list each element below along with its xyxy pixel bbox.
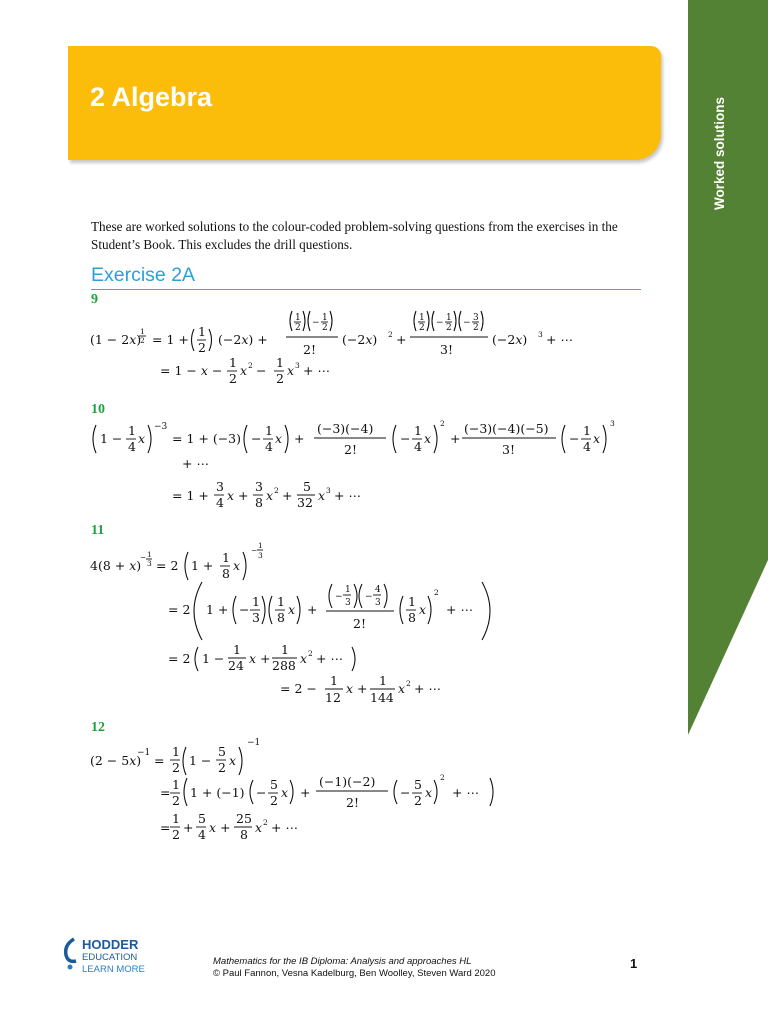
svg-text:= 1 +: = 1 + — [172, 488, 209, 503]
svg-text:1: 1 — [140, 327, 145, 336]
svg-text:2: 2 — [218, 760, 226, 775]
logo-line-1: HODDER — [82, 937, 139, 952]
svg-text:−: − — [140, 553, 147, 562]
logo-line-2: EDUCATION — [82, 952, 138, 963]
question-number: 10 — [91, 402, 105, 417]
svg-text:x: x — [255, 820, 263, 835]
svg-text:2: 2 — [440, 419, 445, 428]
svg-text:x: x — [266, 488, 274, 503]
svg-text:1: 1 — [295, 313, 301, 323]
svg-text:x: x — [240, 363, 248, 378]
svg-text:+ ⋯: + ⋯ — [316, 651, 343, 666]
svg-text:= 2: = 2 — [168, 602, 191, 617]
svg-text:x: x — [398, 681, 406, 696]
svg-text:12: 12 — [325, 690, 341, 705]
svg-text:= 2: = 2 — [156, 558, 179, 573]
svg-text:+ ⋯: + ⋯ — [546, 332, 573, 347]
svg-text:−3: −3 — [154, 422, 168, 432]
svg-text:2: 2 — [322, 323, 328, 333]
svg-text:3: 3 — [345, 598, 351, 608]
svg-text:−: − — [335, 592, 343, 602]
svg-text:5: 5 — [414, 777, 422, 792]
svg-text:1 −: 1 − — [100, 431, 123, 446]
svg-text:= 2 −: = 2 − — [280, 681, 317, 696]
svg-text:1: 1 — [446, 313, 452, 323]
svg-text:1: 1 — [281, 642, 289, 657]
chapter-title-banner — [68, 46, 661, 160]
svg-text:2: 2 — [172, 793, 180, 808]
svg-text:4: 4 — [375, 585, 381, 595]
svg-text:= 1 + (−3): = 1 + (−3) — [172, 431, 242, 446]
svg-text:x: x — [318, 488, 326, 503]
svg-text:+ ⋯: + ⋯ — [334, 488, 361, 503]
svg-text:2: 2 — [172, 760, 180, 775]
svg-text:2!: 2! — [353, 616, 366, 631]
svg-text:x: x — [300, 651, 308, 666]
svg-text:x: x — [209, 820, 217, 835]
svg-text:2: 2 — [473, 323, 479, 333]
exercise-heading-rule — [91, 289, 641, 290]
svg-text:−: − — [251, 431, 262, 446]
svg-text:x: x — [249, 651, 257, 666]
page-number: 1 — [630, 956, 638, 971]
svg-text:x: x — [424, 431, 432, 446]
svg-text:3: 3 — [216, 479, 224, 494]
svg-text:8: 8 — [240, 827, 248, 842]
svg-text:3: 3 — [252, 610, 260, 625]
svg-text:1: 1 — [265, 423, 273, 438]
copyright-line: © Paul Fannon, Vesna Kadelburg, Ben Woolley, Steven Ward 2020 — [213, 968, 496, 979]
svg-text:2: 2 — [419, 323, 425, 333]
svg-text:x: x — [227, 488, 235, 503]
svg-text:+ ⋯: + ⋯ — [303, 363, 330, 378]
svg-text:1: 1 — [408, 594, 416, 609]
svg-text:x: x — [288, 602, 296, 617]
svg-text:1: 1 — [172, 744, 180, 759]
hodder-education-logo — [62, 937, 162, 977]
svg-text:−: − — [400, 785, 411, 800]
svg-text:x: x — [275, 431, 283, 446]
question-number: 11 — [91, 523, 105, 538]
svg-text:4(8 + x): 4(8 + x) — [90, 558, 142, 573]
side-tab-shape — [688, 0, 768, 735]
svg-text:2: 2 — [248, 361, 253, 370]
svg-text:(2 − 5x): (2 − 5x) — [90, 753, 142, 768]
svg-text:1: 1 — [233, 642, 241, 657]
svg-text:1: 1 — [172, 777, 180, 792]
svg-text:4: 4 — [265, 439, 273, 454]
svg-text:−: − — [239, 602, 250, 617]
svg-text:1: 1 — [277, 594, 285, 609]
svg-text:(−3)(−4)(−5): (−3)(−4)(−5) — [464, 421, 549, 436]
logo-line-3: LEARN MORE — [82, 964, 145, 975]
svg-text:=: = — [154, 753, 165, 768]
svg-text:+: + — [260, 651, 271, 666]
svg-text:8: 8 — [277, 610, 285, 625]
svg-text:4: 4 — [128, 439, 136, 454]
svg-text:2: 2 — [308, 649, 313, 658]
equation-q12 — [90, 734, 650, 854]
svg-text:+ ⋯: + ⋯ — [182, 456, 209, 471]
question-number: 12 — [91, 720, 105, 735]
svg-text:1 −: 1 − — [202, 651, 225, 666]
svg-text:5: 5 — [218, 744, 226, 759]
svg-text:2: 2 — [446, 323, 452, 333]
svg-text:1: 1 — [330, 673, 338, 688]
svg-text:(1 − 2x): (1 − 2x) — [90, 332, 142, 347]
svg-text:+: + — [183, 820, 194, 835]
svg-text:3: 3 — [610, 419, 615, 428]
svg-text:−: − — [312, 318, 320, 328]
svg-text:1: 1 — [583, 423, 591, 438]
svg-text:5: 5 — [303, 479, 311, 494]
svg-text:−: − — [400, 431, 411, 446]
svg-text:3: 3 — [326, 486, 331, 495]
footer-text — [213, 956, 496, 980]
svg-text:x: x — [419, 602, 427, 617]
svg-text:3!: 3! — [440, 342, 453, 357]
svg-text:24: 24 — [228, 658, 244, 673]
svg-text:4: 4 — [583, 439, 591, 454]
svg-text:5: 5 — [198, 811, 206, 826]
svg-text:+: + — [396, 332, 407, 347]
svg-text:2: 2 — [434, 588, 439, 597]
svg-text:1 +: 1 + — [191, 558, 214, 573]
svg-text:1: 1 — [322, 313, 328, 323]
svg-text:1 +: 1 + — [206, 602, 229, 617]
svg-text:2!: 2! — [344, 442, 357, 457]
svg-text:+ ⋯: + ⋯ — [446, 602, 473, 617]
svg-text:+: + — [450, 431, 461, 446]
equation-q11 — [90, 536, 650, 711]
svg-text:x: x — [425, 785, 433, 800]
svg-text:(−3)(−4): (−3)(−4) — [317, 421, 374, 436]
svg-text:1: 1 — [222, 550, 230, 565]
svg-text:x: x — [287, 363, 295, 378]
svg-text:1: 1 — [276, 355, 284, 370]
svg-text:3: 3 — [375, 598, 381, 608]
svg-text:1: 1 — [414, 423, 422, 438]
svg-text:2: 2 — [263, 818, 268, 827]
svg-text:+: + — [282, 488, 293, 503]
book-title: Mathematics for the IB Diploma: Analysis and approaches HL — [213, 956, 472, 967]
svg-text:2: 2 — [388, 330, 393, 339]
svg-text:1: 1 — [345, 585, 351, 595]
svg-text:+: + — [300, 785, 311, 800]
svg-text:1: 1 — [147, 550, 152, 559]
svg-text:x: x — [593, 431, 601, 446]
svg-text:(−2x): (−2x) — [492, 332, 528, 347]
svg-text:2: 2 — [172, 827, 180, 842]
svg-text:(−2x): (−2x) — [342, 332, 378, 347]
svg-text:2: 2 — [295, 323, 301, 333]
svg-text:288: 288 — [272, 658, 296, 673]
svg-text:2: 2 — [274, 486, 279, 495]
svg-text:1: 1 — [258, 541, 263, 550]
logo-mark-icon — [62, 937, 80, 971]
svg-text:+: + — [307, 602, 318, 617]
svg-text:2: 2 — [198, 340, 206, 355]
svg-text:+ ⋯: + ⋯ — [271, 820, 298, 835]
svg-text:1: 1 — [419, 313, 425, 323]
svg-text:+: + — [294, 431, 305, 446]
svg-text:3: 3 — [538, 330, 543, 339]
svg-text:−: − — [569, 431, 580, 446]
svg-text:+: + — [220, 820, 231, 835]
svg-text:−: − — [251, 546, 258, 555]
svg-text:2: 2 — [414, 793, 422, 808]
exercise-heading: Exercise 2A — [91, 264, 196, 286]
svg-text:1: 1 — [229, 355, 237, 370]
svg-text:−: − — [256, 363, 267, 378]
svg-text:4: 4 — [198, 827, 206, 842]
svg-text:2: 2 — [270, 793, 278, 808]
svg-text:+: + — [238, 488, 249, 503]
svg-text:2: 2 — [276, 371, 284, 386]
svg-text:8: 8 — [222, 566, 230, 581]
svg-text:4: 4 — [414, 439, 422, 454]
svg-text:−: − — [463, 318, 471, 328]
svg-text:32: 32 — [297, 495, 313, 510]
svg-text:5: 5 — [270, 777, 278, 792]
svg-text:1 −: 1 − — [189, 753, 212, 768]
svg-text:x: x — [281, 785, 289, 800]
svg-text:1 + (−1): 1 + (−1) — [190, 785, 245, 800]
svg-text:x: x — [233, 558, 241, 573]
svg-text:+ ⋯: + ⋯ — [414, 681, 441, 696]
svg-text:(−1)(−2): (−1)(−2) — [319, 774, 376, 789]
svg-text:8: 8 — [255, 495, 263, 510]
svg-text:1: 1 — [198, 324, 206, 339]
svg-text:(−2x) +: (−2x) + — [218, 332, 268, 347]
svg-text:=: = — [160, 785, 171, 800]
svg-text:2: 2 — [140, 336, 145, 345]
svg-text:−: − — [256, 785, 267, 800]
svg-text:x: x — [346, 681, 354, 696]
svg-text:4: 4 — [216, 495, 224, 510]
svg-text:1: 1 — [128, 423, 136, 438]
svg-text:= 1 − x −: = 1 − x − — [160, 363, 223, 378]
svg-text:+: + — [357, 681, 368, 696]
svg-text:3!: 3! — [502, 442, 515, 457]
svg-text:1: 1 — [379, 673, 387, 688]
svg-text:144: 144 — [370, 690, 394, 705]
svg-text:+ ⋯: + ⋯ — [452, 785, 479, 800]
svg-text:3: 3 — [147, 559, 152, 568]
equation-q9 — [90, 305, 630, 385]
svg-text:−1: −1 — [247, 738, 261, 748]
question-number: 9 — [91, 292, 98, 307]
svg-text:2!: 2! — [346, 795, 359, 810]
equation-q10 — [90, 416, 650, 516]
svg-text:2: 2 — [406, 679, 411, 688]
svg-text:−1: −1 — [137, 748, 151, 758]
svg-text:= 2: = 2 — [168, 651, 191, 666]
svg-text:3: 3 — [255, 479, 263, 494]
svg-text:3: 3 — [473, 313, 479, 323]
intro-paragraph: These are worked solutions to the colour-coded problem-solving questions from the exercises in the Student’s Book. This excludes the drill questions. — [91, 219, 618, 252]
svg-text:2: 2 — [229, 371, 237, 386]
side-tab-label: Worked solutions — [712, 96, 727, 210]
svg-text:x: x — [229, 753, 237, 768]
svg-text:−: − — [365, 592, 373, 602]
svg-text:1: 1 — [172, 811, 180, 826]
svg-text:2: 2 — [440, 773, 445, 782]
svg-text:1: 1 — [252, 594, 260, 609]
svg-text:3: 3 — [258, 551, 263, 560]
svg-text:2!: 2! — [303, 342, 316, 357]
svg-text:3: 3 — [295, 361, 300, 370]
svg-text:= 1 +: = 1 + — [152, 332, 189, 347]
svg-text:x: x — [138, 431, 146, 446]
svg-text:25: 25 — [236, 811, 252, 826]
chapter-title: 2 Algebra — [90, 82, 213, 112]
svg-text:−: − — [436, 318, 444, 328]
svg-text:=: = — [160, 820, 171, 835]
svg-text:8: 8 — [408, 610, 416, 625]
